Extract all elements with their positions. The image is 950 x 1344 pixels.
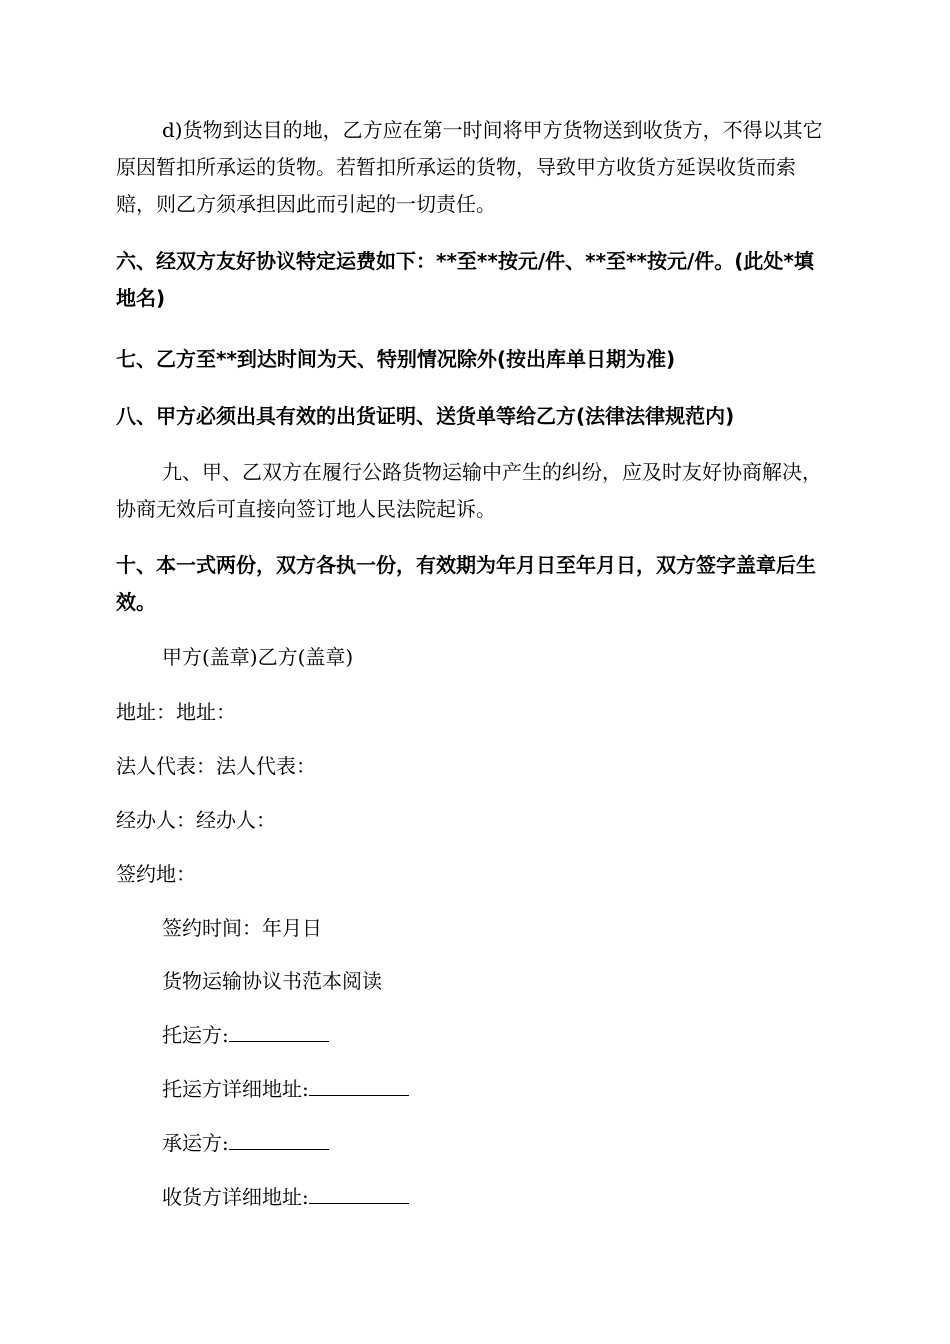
sample-title: 货物运输协议书范本阅读: [162, 969, 382, 993]
clause-8-shipping-proof: 八、甲方必须出具有效的出货证明、送货单等给乙方(法律法律规范内): [116, 404, 735, 428]
legal-representative-line: 法人代表：法人代表：: [116, 754, 316, 778]
carrier-field: [162, 1125, 878, 1162]
consignee-address-label: 收货方详细地址:: [162, 1185, 309, 1209]
shipper-address-field: [162, 1071, 878, 1108]
shipper-address-label: 托运方详细地址:: [162, 1077, 309, 1101]
carrier-label: 承运方:: [162, 1131, 229, 1155]
consignee-address-blank: [309, 1181, 409, 1204]
clause-6-freight: 六、经双方友好协议特定运费如下：**至**按元/件、**至**按元/件。(此处*填地名): [116, 249, 814, 310]
paragraph-item-d: d)货物到达目的地，乙方应在第一时间将甲方货物送到收货方，不得以其它原因暂扣所承运的货物。若暂扣所承运的货物，导致甲方收货方延误收货而索赔，则乙方须承担因此而引起的一切责任。: [116, 118, 823, 216]
seal-line: 甲方(盖章)乙方(盖章): [162, 645, 354, 669]
signing-place-line: 签约地：: [116, 862, 196, 886]
carrier-blank: [229, 1127, 329, 1150]
clause-9-disputes: 九、甲、乙双方在履行公路货物运输中产生的纠纷，应及时友好协商解决，协商无效后可直接向签订地人民法院起诉。: [116, 460, 822, 521]
address-line: 地址：地址：: [116, 700, 236, 724]
shipper-blank: [229, 1019, 329, 1042]
clause-7-arrival-time: 七、乙方至**到达时间为天、特别情况除外(按出库单日期为准): [116, 347, 676, 371]
handler-line: 经办人：经办人：: [116, 808, 276, 832]
shipper-address-blank: [309, 1073, 409, 1096]
signing-time-line: 签约时间：年月日: [162, 916, 322, 940]
shipper-field: [162, 1017, 878, 1054]
clause-10-validity: 十、本一式两份，双方各执一份，有效期为年月日至年月日，双方签字盖章后生效。: [116, 553, 816, 614]
shipper-label: 托运方:: [162, 1023, 229, 1047]
consignee-address-field: [162, 1179, 878, 1216]
